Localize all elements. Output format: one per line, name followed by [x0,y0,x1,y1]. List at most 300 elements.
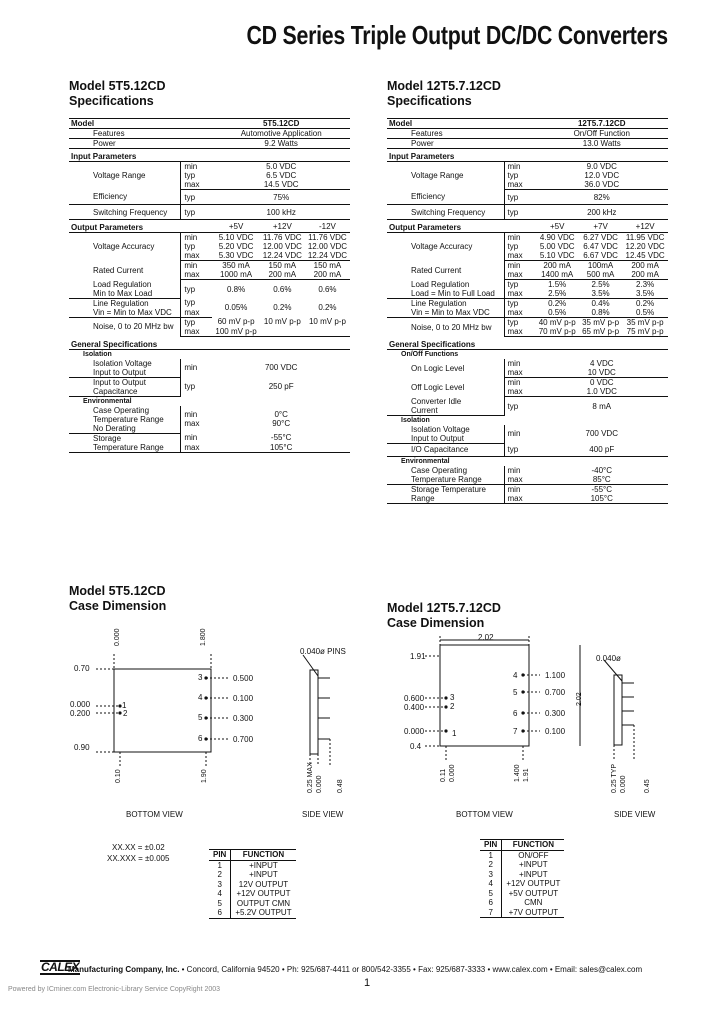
tolerance-3dp: XX.XXX = ±0.005 [107,854,170,863]
iso-voltage-sublabel: Input to Output [387,434,504,444]
pin-number: 5 [198,713,203,722]
spec-value: 35 mV p-p [582,318,620,327]
spec-value: 105°C [536,494,669,504]
qualifier: typ [504,242,536,251]
pin-dot [204,676,207,679]
dim-label: 0.400 [404,703,425,712]
spec-value: 0.2% [548,299,567,308]
op-temp-sublabel2: No Derating [69,424,181,434]
spec-value: 35 mV p-p [626,318,664,327]
dim-label: 0.500 [233,674,254,683]
calex-logo: CALEX [41,960,80,974]
spec-value: 5.10 VDC [218,233,254,242]
power-label: Power [387,139,536,149]
dim-label: 0.90 [74,743,90,752]
spec-value: 150 mA [268,261,297,270]
dim-label: 2.02 [478,633,494,642]
pin-cell: 5 [209,899,231,909]
qualifier: min [504,484,536,494]
spec-value: 0.2% [273,303,292,312]
qualifier: max [504,327,536,337]
dim-label: 1.91 [410,652,426,661]
qualifier: max [181,270,213,280]
pin-number: 6 [198,734,203,743]
idle-sublabel: Current [387,406,504,416]
spec-value: 350 mA [222,261,250,270]
spec-value: 0.8% [579,308,622,318]
right-pin-table [480,839,564,918]
spec-value: 2.5% [591,280,610,289]
load-regulation-label: Load Regulation [411,279,470,289]
right-side-view-label: SIDE VIEW [614,810,656,819]
output-col: +12V [622,220,668,233]
qualifier: max [504,387,536,397]
pin-number: 6 [513,709,518,718]
dim-label: 1.400 [514,764,521,782]
dim-label: 0.000 [404,727,425,736]
spec-value: 10 VDC [536,368,669,378]
dim-label: 0.700 [233,735,254,744]
qualifier: min [181,233,213,243]
spec-value: -40°C [591,465,613,475]
spec-value: 9.0 VDC [586,162,617,171]
iso-voltage-label: Isolation Voltage [93,358,152,368]
output-col: +5V [536,220,579,233]
input-parameters-title: Input Parameters [69,149,350,162]
dim-label: 0.000 [70,700,91,709]
pin-dot [521,729,524,732]
spec-value: 5.10 VDC [536,251,579,261]
pin-number: 1 [452,729,457,738]
output-col: +12V [260,220,305,233]
spec-value: 6.5 VDC [266,171,297,180]
qualifier: typ [181,242,213,251]
qualifier: max [181,443,213,453]
voltage-range-label: Voltage Range [93,171,146,181]
load-regulation-sublabel: Min to Max Load [69,289,181,299]
spec-value: 200 mA [631,261,659,270]
qualifier: min [181,359,213,378]
pin-cell: 1 [480,850,502,860]
spec-value: 90°C [272,419,291,429]
spec-value: 1.5% [548,280,567,289]
qualifier: max [504,494,536,504]
onoff-title: On/Off Functions [401,351,459,358]
pin-number: 2 [123,709,128,718]
dim-label: 0.000 [316,775,323,793]
pin-dot [204,696,207,699]
qualifier: max [504,289,536,299]
page-title: CD Series Triple Output DC/DC Converters [246,20,668,50]
spec-value: 75% [212,190,350,205]
dim-label: 0.25 TYP [611,763,618,793]
pin-cell: 7 [480,908,502,918]
idle-label: Converter Idle [411,396,462,406]
spec-value: 2.3% [636,280,655,289]
qualifier: max [181,327,213,337]
op-temp-label: Case Operating [93,405,150,415]
function-header: FUNCTION [502,840,565,851]
spec-value: 0.6% [318,284,337,294]
spec-value: 0.5% [536,308,579,318]
pin-header: PIN [480,840,502,851]
spec-value: 12.45 VDC [622,251,668,261]
pin-dot [521,690,524,693]
spec-value: 12.00 VDC [262,242,302,251]
function-cell: +INPUT [519,860,548,869]
left-case-outline [114,669,211,752]
pin-cell: 4 [480,879,502,889]
load-regulation-label: Load Regulation [93,279,152,289]
spec-value: 10 mV p-p [308,317,346,327]
left-spec-heading: Specifications [69,94,154,108]
function-cell: +5V OUTPUT [508,888,559,898]
spec-value: 5.30 VDC [212,251,259,261]
spec-value: 0.5% [622,308,668,318]
off-logic-label: Off Logic Level [411,382,465,392]
spec-value: 12.0 VDC [584,171,620,180]
storage-sublabel: Temperature Range [69,443,181,453]
spec-value: 36.0 VDC [536,180,669,190]
qualifier: min [504,359,536,368]
storage-label: Storage [93,433,122,443]
power-value: 9.2 Watts [212,139,350,149]
power-label: Power [69,139,212,149]
spec-value: 70 mV p-p [536,327,579,337]
model-value: 12T5.7.12CD [536,119,669,129]
spec-value: 200 mA [622,270,668,280]
dim-label: 0.600 [404,694,425,703]
qualifier: min [504,425,536,444]
right-spec-heading: Specifications [387,94,472,108]
spec-value: 700 VDC [585,429,618,439]
qualifier: min [504,162,536,172]
qualifier: max [181,251,213,261]
pin-number: 5 [513,688,518,697]
switching-frequency-label: Switching Frequency [387,205,504,220]
function-cell: +INPUT [249,870,278,879]
left-side-view-label: SIDE VIEW [302,810,344,819]
iso-voltage-sublabel: Input to Output [69,368,181,378]
spec-value: 100mA [587,261,614,270]
spec-value: 0.6% [273,284,292,294]
pin-dot [521,711,524,714]
spec-value: 2.5% [536,289,579,299]
dim-label: 0.45 [644,779,651,793]
spec-value: 4 VDC [589,359,614,368]
left-pin-table [209,849,296,919]
qualifier: max [504,251,536,261]
pin-cell: 2 [480,860,502,870]
pin-cell: 1 [209,860,231,870]
pin-spec-label: 0.040ø PINS [300,647,346,656]
left-case-dimension-heading: Case Dimension [69,599,167,613]
qualifier: typ [504,171,536,180]
dim-label: 0.100 [545,727,566,736]
contact-info: • Concord, California 94520 • Ph: 925/687-4411 or 800/542-3355 • Fax: 925/687-3333 • www.calex.com • Email: sales@calex.com [181,965,643,974]
pin-number: 1 [122,701,127,710]
op-temp-label: Case Operating [411,465,468,475]
dim-label: 0.25 MAX [307,762,314,793]
spec-value: 105°C [212,443,350,453]
function-cell: OUTPUT CMN [236,898,291,908]
pin-cell: 6 [209,908,231,918]
spec-value: 100 kHz [212,205,350,220]
dim-label: 0.10 [115,769,122,783]
function-cell: +7V OUTPUT [508,907,559,917]
spec-value: 11.76 VDC [308,233,347,242]
load-regulation-sublabel: Load = Min to Full Load [387,289,504,299]
qualifier: min [504,378,536,388]
pin-header: PIN [209,850,231,861]
left-model-heading: Model 5T5.12CD [69,79,166,93]
dim-label: 1.100 [545,671,566,680]
output-col: +5V [212,220,259,233]
function-cell: CMN [524,898,543,907]
pin-number: 3 [198,673,203,682]
pin-dot [444,729,447,732]
features-value: On/Off Function [536,129,669,139]
spec-value: 8 mA [592,401,612,411]
qualifier: typ [504,299,536,309]
left-case-model-heading: Model 5T5.12CD [69,584,166,598]
left-bottom-view-label: BOTTOM VIEW [126,810,183,819]
right-case-model-heading: Model 12T5.7.12CD [387,601,501,615]
output-parameters-title: Output Parameters [387,220,536,233]
spec-value: 500 mA [579,270,622,280]
qualifier: max [184,419,200,429]
model-label: Model [69,119,212,129]
op-temp-sublabel: Temperature Range [93,414,164,424]
storage-sublabel: Range [387,494,504,504]
dim-label: 0.4 [410,742,422,751]
features-label: Features [387,129,536,139]
function-cell: +12V OUTPUT [236,889,291,898]
rated-current-label: Rated Current [411,265,462,275]
spec-value: 1.0 VDC [536,387,669,397]
qualifier: min [504,233,536,243]
qualifier: min [181,433,213,443]
dim-label: 0.11 [440,768,447,782]
output-col: -12V [305,220,350,233]
pin-dot [444,705,447,708]
spec-value: 14.5 VDC [212,180,350,190]
qualifier: max [504,270,536,280]
function-cell: +12V OUTPUT [506,879,561,888]
right-bottom-view-label: BOTTOM VIEW [456,810,513,819]
qualifier: max [504,308,536,318]
pin-cell: 4 [209,889,231,899]
dim-label: 2.02 [576,692,583,706]
spec-value: 0.05% [224,303,248,312]
dim-label: 1.91 [523,768,530,782]
pin-cell: 5 [480,889,502,899]
qualifier: max [504,475,536,485]
isolation-title: Isolation [83,350,112,358]
spec-value: 60 mV p-p [217,317,255,327]
spec-value: 0.2% [636,299,655,308]
environmental-title: Environmental [83,397,132,405]
footer-contact [68,965,642,974]
spec-value: 82% [536,190,669,205]
dim-label: 0.000 [449,764,456,782]
output-parameters-title: Output Parameters [69,220,212,233]
isolation-title: Isolation [401,416,430,424]
qualifier: typ [181,377,213,396]
noise-label: Noise, 0 to 20 MHz bw [93,322,174,332]
spec-value: 200 mA [260,270,305,280]
spec-value: 5.20 VDC [218,242,254,251]
input-parameters-title: Input Parameters [387,149,668,162]
spec-value: 0 VDC [589,378,614,387]
voltage-accuracy-label: Voltage Accuracy [93,242,155,252]
on-logic-label: On Logic Level [411,363,465,373]
pin-spec-label: 0.040ø [596,654,621,663]
spec-value: 1000 mA [212,270,259,280]
spec-value: 700 VDC [264,363,298,373]
pin-dot [521,673,524,676]
watermark: Powered by ICminer.com Electronic-Library Service CopyRight 2003 [8,986,221,993]
pin-dot [444,696,447,699]
line-regulation-label: Line Regulation [93,298,149,308]
company-name: Manufacturing Company, Inc. [68,965,180,974]
spec-value: 11.95 VDC [625,233,665,242]
spec-value: 6.67 VDC [579,251,622,261]
pin-number: 2 [450,702,455,711]
spec-value: 400 pF [536,443,669,456]
function-cell: 12V OUTPUT [238,879,289,889]
qualifier: min [181,162,213,172]
spec-value: 0.8% [226,284,246,294]
function-cell: +5.2V OUTPUT [235,908,292,917]
rated-current-label: Rated Current [93,265,144,275]
op-temp-sublabel: Temperature Range [387,475,504,485]
pin-cell: 6 [480,898,502,908]
pin-cell: 3 [480,870,502,880]
features-label: Features [69,129,212,139]
qualifier: typ [181,205,213,220]
dim-label: 0.70 [74,664,90,673]
general-specs-title: General Specifications [387,337,668,350]
pin-number: 4 [198,693,203,702]
spec-value: 6.47 VDC [583,242,618,251]
qualifier: min [504,466,536,475]
spec-value: 250 pF [268,382,294,391]
right-model-heading: Model 12T5.7.12CD [387,79,501,93]
qualifier: typ [181,317,213,327]
function-header: FUNCTION [231,850,296,861]
qualifier: max [181,180,213,190]
qualifier: min [181,261,213,271]
pin-dot [204,737,207,740]
dim-label: 0.100 [233,694,254,703]
spec-value: 200 kHz [536,205,669,220]
pin-number: 7 [513,727,518,736]
efficiency-label: Efficiency [69,190,181,205]
qualifier: max [504,180,536,190]
dim-label: 0.000 [620,775,627,793]
pin-cell: 3 [209,880,231,890]
qualifier: max [504,368,536,378]
line-regulation-sublabel: Vin = Min to Max VDC [69,308,181,318]
pin-number: 3 [450,693,455,702]
dim-label: 1.800 [200,628,207,646]
dim-label: 0.300 [233,714,254,723]
spec-value: -55°C [591,484,613,494]
spec-value: 0°C [274,410,288,420]
environmental-title: Environmental [401,457,450,465]
efficiency-label: Efficiency [387,190,504,205]
spec-value: 4.90 VDC [539,233,575,242]
iso-cap-label: Input to Output [93,377,146,387]
dim-label: 0.000 [114,628,121,646]
switching-frequency-label: Switching Frequency [69,205,181,220]
spec-value: 10 mV p-p [263,317,301,327]
features-value: Automotive Application [212,129,350,139]
dim-label: 0.700 [545,688,566,697]
pin-number: 4 [513,671,518,680]
pin-cell: 2 [209,870,231,880]
line-regulation-label: Line Regulation [411,299,467,308]
power-value: 13.0 Watts [536,139,669,149]
iso-cap-sublabel: Capacitance [69,387,181,397]
voltage-range-label: Voltage Range [411,171,464,181]
function-cell: ON/OFF [518,850,549,860]
qualifier: typ [181,190,213,205]
spec-value: 12.20 VDC [625,242,665,251]
qualifier: max [181,308,213,318]
dim-label: 0.200 [70,709,91,718]
spec-value: -55°C [270,433,292,443]
spec-value: 1400 mA [536,270,579,280]
spec-value: 0.4% [591,299,610,308]
dim-label: 1.90 [201,769,208,783]
general-specs-title: General Specifications [69,336,350,349]
io-cap-label: I/O Capacitance [387,443,504,456]
dim-label: 0.48 [337,779,344,793]
spec-value: 12.24 VDC [305,251,350,261]
page-number: 1 [364,977,371,989]
qualifier: typ [181,171,213,180]
qualifier: min [504,261,536,271]
qualifier: typ [504,443,536,456]
qualifier: typ [181,298,213,308]
spec-value: 200 mA [305,270,350,280]
spec-value: 3.5% [579,289,622,299]
spec-value: 0.2% [318,303,337,312]
spec-value: 75 mV p-p [622,327,668,337]
spec-value: 40 mV p-p [538,318,576,327]
function-cell: +INPUT [249,860,278,870]
noise-label: Noise, 0 to 20 MHz bw [411,322,492,332]
iso-voltage-label: Isolation Voltage [411,424,470,434]
qualifier: min [184,410,198,420]
storage-label: Storage Temperature [411,484,487,494]
spec-value: 85°C [536,475,669,485]
tolerance-2dp: XX.XX = ±0.02 [112,843,165,852]
qualifier: typ [504,280,536,290]
spec-value: 12.00 VDC [307,242,347,251]
spec-value: 100 mV p-p [212,327,259,337]
qualifier: typ [504,397,536,416]
line-regulation-sublabel: Vin = Min to Max VDC [387,308,504,318]
spec-value: 12.24 VDC [260,251,305,261]
pin-dot [204,716,207,719]
model-label: Model [387,119,536,129]
model-value: 5T5.12CD [212,119,350,129]
qualifier: typ [181,280,213,299]
spec-value: 150 mA [313,261,342,270]
